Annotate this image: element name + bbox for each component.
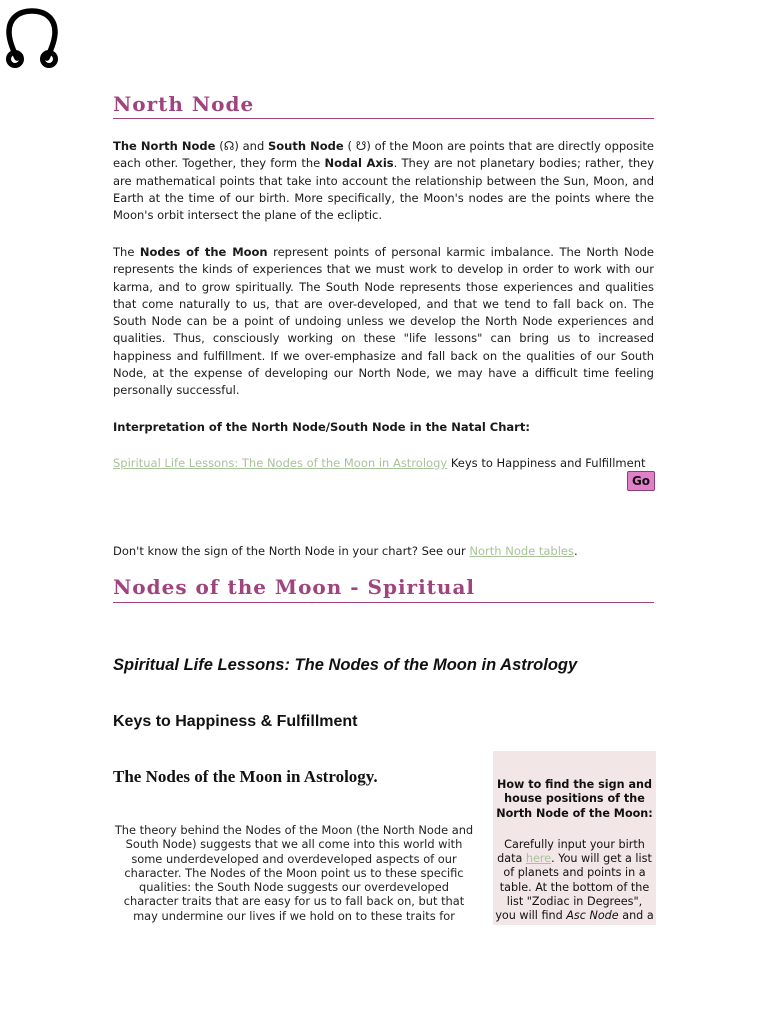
theory-paragraph: The theory behind the Nodes of the Moon (the North Node and South Node) suggests that we all come into this world with some underdeveloped and overdeveloped aspects of our character. The Nodes of the Moon point us to these specific qualities: the South Node suggests our overdeveloped character traits that are easy for us to fall back on, but that may undermine our lives if we hold on to these traits for xyxy=(114,823,474,923)
book-link[interactable]: Spiritual Life Lessons: The Nodes of the Moon in Astrology xyxy=(113,456,448,470)
book-subtitle: Keys to Happiness & Fulfillment xyxy=(113,713,358,730)
section-title-nodes-spiritual: Nodes of the Moon - Spiritual xyxy=(113,575,654,603)
how-to-find-heading: How to find the sign and house positions of the North Node of the Moon: xyxy=(496,778,653,820)
south-node-inline-icon: ☋ xyxy=(355,139,367,153)
birth-data-link[interactable]: here xyxy=(525,852,552,866)
book-link-paragraph: Spiritual Life Lessons: The Nodes of the Moon in Astrology Keys to Happiness and Fulfillment xyxy=(113,456,646,470)
nodal-axis-term: Nodal Axis xyxy=(324,156,394,171)
intro-paragraph: The North Node (☊) and South Node ( ☋) of the Moon are points that are directly opposite each other. Together, they form the Nodal Axis. They are not planetary bodies; rather, they are mathematical points that take into account the relationship between the Sun, Moon, and Earth at the time of our birth. More specifically, the Moon's nodes are the points where the Moon's orbit intersect the plane of the ecliptic. xyxy=(113,139,654,223)
article-title: The Nodes of the Moon in Astrology. xyxy=(113,767,378,786)
north-node-glyph-icon xyxy=(4,8,60,68)
section-title-north-node: North Node xyxy=(113,92,654,119)
karmic-paragraph: The Nodes of the Moon represent points of personal karmic imbalance. The North Node represents the kinds of experiences that we must work to develop in order to work with our karma, and to grow spiritually. The South Node represents those experiences and qualities that come naturally to us, that are over-developed, and that we tend to fall back on. The South Node can be a point of undoing unless we develop the North Node experiences and qualities. Thus, consciously working on these "life lessons" can bring us to increased happiness and fulfillment. If we over-emphasize and fall back on the qualities of our South Node, at the expense of developing our North Node, we may have a difficult time feeling personally successful. xyxy=(113,245,654,398)
how-to-find-box xyxy=(493,751,656,925)
south-node-term: South Node xyxy=(268,139,344,153)
book-title: Spiritual Life Lessons: The Nodes of the Moon in Astrology xyxy=(113,656,578,674)
north-node-inline-icon: ☊ xyxy=(223,139,235,153)
go-button[interactable]: Go xyxy=(627,471,655,491)
tables-line: Don't know the sign of the North Node in your chart? See our North Node tables. xyxy=(113,544,578,558)
nodes-of-moon-term: Nodes of the Moon xyxy=(139,245,268,259)
how-to-find-text: Carefully input your birth data here. You will get a list of planets and points in a table. At the bottom of the list "Zodiac in Degrees", you will find Asc Node and a xyxy=(495,837,654,923)
north-node-tables-link[interactable]: North Node tables xyxy=(469,544,574,558)
north-node-term: The North Node xyxy=(113,139,216,153)
interpretation-heading: Interpretation of the North Node/South Node in the Natal Chart: xyxy=(113,420,530,434)
